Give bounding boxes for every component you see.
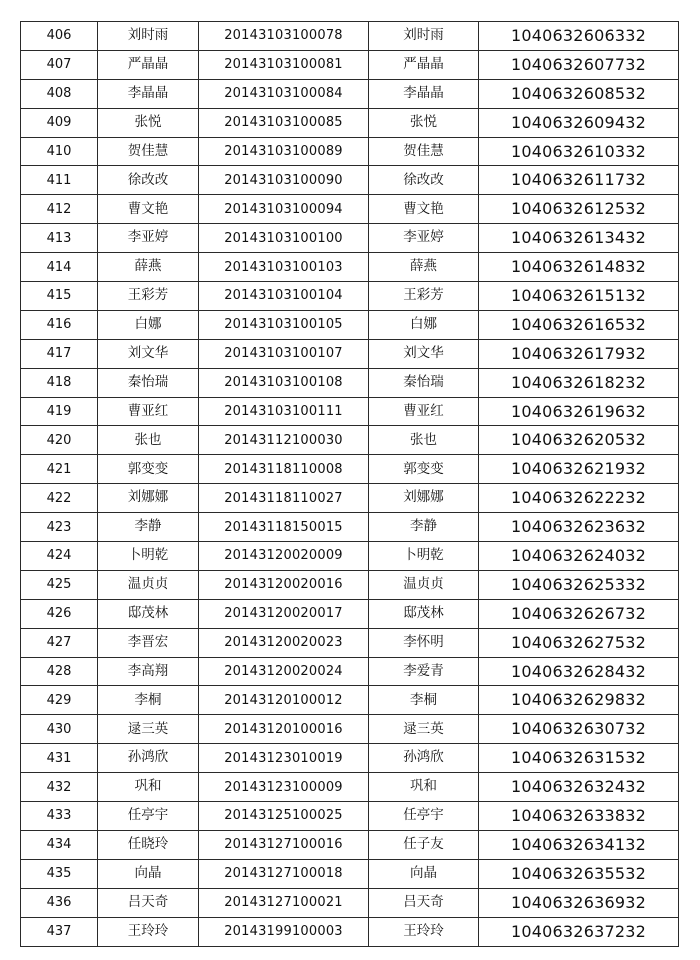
student-name-cell: 任亭宇 — [98, 802, 199, 831]
row-number-cell: 429 — [21, 686, 98, 715]
table-row — [21, 455, 679, 484]
ticket-number-cell: 1040632622232 — [479, 484, 679, 513]
ticket-number-cell: 1040632629832 — [479, 686, 679, 715]
row-number-cell: 436 — [21, 888, 98, 917]
ticket-number-cell: 1040632608532 — [479, 79, 679, 108]
row-number-cell: 427 — [21, 628, 98, 657]
student-id-cell: 20143103100094 — [199, 195, 369, 224]
row-number-cell: 419 — [21, 397, 98, 426]
student-name-cell: 徐改改 — [98, 166, 199, 195]
registered-name-cell: 向晶 — [369, 859, 479, 888]
registered-name-cell: 李桐 — [369, 686, 479, 715]
student-name-cell: 邸茂林 — [98, 599, 199, 628]
ticket-number-cell: 1040632630732 — [479, 715, 679, 744]
row-number-cell: 421 — [21, 455, 98, 484]
student-name-cell: 刘文华 — [98, 339, 199, 368]
student-name-cell: 王彩芳 — [98, 282, 199, 311]
ticket-number-cell: 1040632637232 — [479, 917, 679, 946]
table-row — [21, 599, 679, 628]
student-name-cell: 贺佳慧 — [98, 137, 199, 166]
row-number-cell: 425 — [21, 570, 98, 599]
registered-name-cell: 李晶晶 — [369, 79, 479, 108]
registered-name-cell: 徐改改 — [369, 166, 479, 195]
registered-name-cell: 邸茂林 — [369, 599, 479, 628]
ticket-number-cell: 1040632632432 — [479, 773, 679, 802]
student-name-cell: 薛燕 — [98, 253, 199, 282]
table-row — [21, 888, 679, 917]
registered-name-cell: 张悦 — [369, 108, 479, 137]
student-name-cell: 李静 — [98, 513, 199, 542]
student-name-cell: 李晶晶 — [98, 79, 199, 108]
row-number-cell: 437 — [21, 917, 98, 946]
table-row — [21, 368, 679, 397]
registered-name-cell: 李怀明 — [369, 628, 479, 657]
student-id-cell: 20143118110008 — [199, 455, 369, 484]
student-id-cell: 20143118150015 — [199, 513, 369, 542]
student-name-cell: 温贞贞 — [98, 570, 199, 599]
table-row — [21, 282, 679, 311]
row-number-cell: 418 — [21, 368, 98, 397]
student-name-cell: 吕天奇 — [98, 888, 199, 917]
roster-table-body — [21, 22, 679, 947]
registered-name-cell: 贺佳慧 — [369, 137, 479, 166]
student-id-cell: 20143120020016 — [199, 570, 369, 599]
student-name-cell: 巩和 — [98, 773, 199, 802]
table-row — [21, 195, 679, 224]
student-id-cell: 20143103100105 — [199, 310, 369, 339]
roster-table — [20, 21, 679, 947]
registered-name-cell: 刘娜娜 — [369, 484, 479, 513]
registered-name-cell: 曹亚红 — [369, 397, 479, 426]
student-id-cell: 20143120100012 — [199, 686, 369, 715]
student-id-cell: 20143103100089 — [199, 137, 369, 166]
table-row — [21, 715, 679, 744]
ticket-number-cell: 1040632618232 — [479, 368, 679, 397]
registered-name-cell: 李亚婷 — [369, 224, 479, 253]
table-row — [21, 542, 679, 571]
row-number-cell: 426 — [21, 599, 98, 628]
row-number-cell: 408 — [21, 79, 98, 108]
registered-name-cell: 李爱青 — [369, 657, 479, 686]
student-id-cell: 20143103100100 — [199, 224, 369, 253]
table-row — [21, 802, 679, 831]
ticket-number-cell: 1040632627532 — [479, 628, 679, 657]
ticket-number-cell: 1040632631532 — [479, 744, 679, 773]
ticket-number-cell: 1040632621932 — [479, 455, 679, 484]
row-number-cell: 406 — [21, 22, 98, 51]
row-number-cell: 415 — [21, 282, 98, 311]
table-row — [21, 484, 679, 513]
table-row — [21, 224, 679, 253]
registered-name-cell: 王彩芳 — [369, 282, 479, 311]
table-row — [21, 397, 679, 426]
student-name-cell: 任晓玲 — [98, 830, 199, 859]
ticket-number-cell: 1040632610332 — [479, 137, 679, 166]
registered-name-cell: 温贞贞 — [369, 570, 479, 599]
row-number-cell: 407 — [21, 50, 98, 79]
student-id-cell: 20143103100090 — [199, 166, 369, 195]
student-id-cell: 20143120020023 — [199, 628, 369, 657]
student-name-cell: 王玲玲 — [98, 917, 199, 946]
row-number-cell: 413 — [21, 224, 98, 253]
registered-name-cell: 刘文华 — [369, 339, 479, 368]
registered-name-cell: 卜明乾 — [369, 542, 479, 571]
registered-name-cell: 张也 — [369, 426, 479, 455]
student-name-cell: 白娜 — [98, 310, 199, 339]
table-row — [21, 773, 679, 802]
table-row — [21, 108, 679, 137]
registered-name-cell: 李静 — [369, 513, 479, 542]
table-row — [21, 166, 679, 195]
table-row — [21, 79, 679, 108]
row-number-cell: 417 — [21, 339, 98, 368]
row-number-cell: 431 — [21, 744, 98, 773]
ticket-number-cell: 1040632616532 — [479, 310, 679, 339]
student-name-cell: 李亚婷 — [98, 224, 199, 253]
row-number-cell: 409 — [21, 108, 98, 137]
ticket-number-cell: 1040632636932 — [479, 888, 679, 917]
row-number-cell: 433 — [21, 802, 98, 831]
student-id-cell: 20143120020017 — [199, 599, 369, 628]
row-number-cell: 434 — [21, 830, 98, 859]
row-number-cell: 414 — [21, 253, 98, 282]
row-number-cell: 412 — [21, 195, 98, 224]
registered-name-cell: 吕天奇 — [369, 888, 479, 917]
row-number-cell: 424 — [21, 542, 98, 571]
table-row — [21, 657, 679, 686]
student-id-cell: 20143123100009 — [199, 773, 369, 802]
table-row — [21, 310, 679, 339]
student-id-cell: 20143103100103 — [199, 253, 369, 282]
student-name-cell: 郭变变 — [98, 455, 199, 484]
student-id-cell: 20143199100003 — [199, 917, 369, 946]
ticket-number-cell: 1040632615132 — [479, 282, 679, 311]
table-row — [21, 917, 679, 946]
ticket-number-cell: 1040632626732 — [479, 599, 679, 628]
student-id-cell: 20143103100084 — [199, 79, 369, 108]
student-name-cell: 李高翔 — [98, 657, 199, 686]
row-number-cell: 422 — [21, 484, 98, 513]
ticket-number-cell: 1040632635532 — [479, 859, 679, 888]
student-name-cell: 严晶晶 — [98, 50, 199, 79]
student-name-cell: 卜明乾 — [98, 542, 199, 571]
student-name-cell: 孙鸿欣 — [98, 744, 199, 773]
ticket-number-cell: 1040632623632 — [479, 513, 679, 542]
table-row — [21, 339, 679, 368]
student-id-cell: 20143103100104 — [199, 282, 369, 311]
student-id-cell: 20143103100111 — [199, 397, 369, 426]
ticket-number-cell: 1040632613432 — [479, 224, 679, 253]
row-number-cell: 423 — [21, 513, 98, 542]
student-name-cell: 李桐 — [98, 686, 199, 715]
registered-name-cell: 逯三英 — [369, 715, 479, 744]
ticket-number-cell: 1040632612532 — [479, 195, 679, 224]
student-id-cell: 20143103100078 — [199, 22, 369, 51]
registered-name-cell: 曹文艳 — [369, 195, 479, 224]
student-id-cell: 20143125100025 — [199, 802, 369, 831]
student-id-cell: 20143123010019 — [199, 744, 369, 773]
student-id-cell: 20143103100081 — [199, 50, 369, 79]
student-id-cell: 20143112100030 — [199, 426, 369, 455]
student-name-cell: 逯三英 — [98, 715, 199, 744]
row-number-cell: 428 — [21, 657, 98, 686]
student-id-cell: 20143103100107 — [199, 339, 369, 368]
student-id-cell: 20143127100021 — [199, 888, 369, 917]
registered-name-cell: 巩和 — [369, 773, 479, 802]
registered-name-cell: 薛燕 — [369, 253, 479, 282]
ticket-number-cell: 1040632624032 — [479, 542, 679, 571]
student-name-cell: 刘时雨 — [98, 22, 199, 51]
row-number-cell: 416 — [21, 310, 98, 339]
ticket-number-cell: 1040632619632 — [479, 397, 679, 426]
row-number-cell: 432 — [21, 773, 98, 802]
table-row — [21, 686, 679, 715]
row-number-cell: 430 — [21, 715, 98, 744]
student-id-cell: 20143127100018 — [199, 859, 369, 888]
student-name-cell: 秦怡瑞 — [98, 368, 199, 397]
ticket-number-cell: 1040632633832 — [479, 802, 679, 831]
ticket-number-cell: 1040632609432 — [479, 108, 679, 137]
table-row — [21, 830, 679, 859]
student-id-cell: 20143118110027 — [199, 484, 369, 513]
registered-name-cell: 刘时雨 — [369, 22, 479, 51]
registered-name-cell: 任亭宇 — [369, 802, 479, 831]
table-row — [21, 628, 679, 657]
student-id-cell: 20143103100085 — [199, 108, 369, 137]
ticket-number-cell: 1040632617932 — [479, 339, 679, 368]
table-row — [21, 513, 679, 542]
student-name-cell: 李晋宏 — [98, 628, 199, 657]
student-name-cell: 曹文艳 — [98, 195, 199, 224]
table-row — [21, 859, 679, 888]
student-id-cell: 20143120020009 — [199, 542, 369, 571]
row-number-cell: 435 — [21, 859, 98, 888]
row-number-cell: 410 — [21, 137, 98, 166]
student-id-cell: 20143120020024 — [199, 657, 369, 686]
table-row — [21, 137, 679, 166]
table-row — [21, 744, 679, 773]
ticket-number-cell: 1040632611732 — [479, 166, 679, 195]
ticket-number-cell: 1040632606332 — [479, 22, 679, 51]
student-id-cell: 20143103100108 — [199, 368, 369, 397]
student-name-cell: 张悦 — [98, 108, 199, 137]
ticket-number-cell: 1040632620532 — [479, 426, 679, 455]
ticket-number-cell: 1040632625332 — [479, 570, 679, 599]
table-row — [21, 22, 679, 51]
registered-name-cell: 严晶晶 — [369, 50, 479, 79]
row-number-cell: 411 — [21, 166, 98, 195]
registered-name-cell: 白娜 — [369, 310, 479, 339]
table-row — [21, 426, 679, 455]
student-name-cell: 张也 — [98, 426, 199, 455]
registered-name-cell: 王玲玲 — [369, 917, 479, 946]
table-row — [21, 253, 679, 282]
ticket-number-cell: 1040632614832 — [479, 253, 679, 282]
ticket-number-cell: 1040632607732 — [479, 50, 679, 79]
registered-name-cell: 秦怡瑞 — [369, 368, 479, 397]
student-name-cell: 向晶 — [98, 859, 199, 888]
table-row — [21, 570, 679, 599]
registered-name-cell: 郭变变 — [369, 455, 479, 484]
student-id-cell: 20143127100016 — [199, 830, 369, 859]
student-id-cell: 20143120100016 — [199, 715, 369, 744]
registered-name-cell: 任子友 — [369, 830, 479, 859]
student-name-cell: 曹亚红 — [98, 397, 199, 426]
table-row — [21, 50, 679, 79]
ticket-number-cell: 1040632634132 — [479, 830, 679, 859]
registered-name-cell: 孙鸿欣 — [369, 744, 479, 773]
ticket-number-cell: 1040632628432 — [479, 657, 679, 686]
row-number-cell: 420 — [21, 426, 98, 455]
student-name-cell: 刘娜娜 — [98, 484, 199, 513]
